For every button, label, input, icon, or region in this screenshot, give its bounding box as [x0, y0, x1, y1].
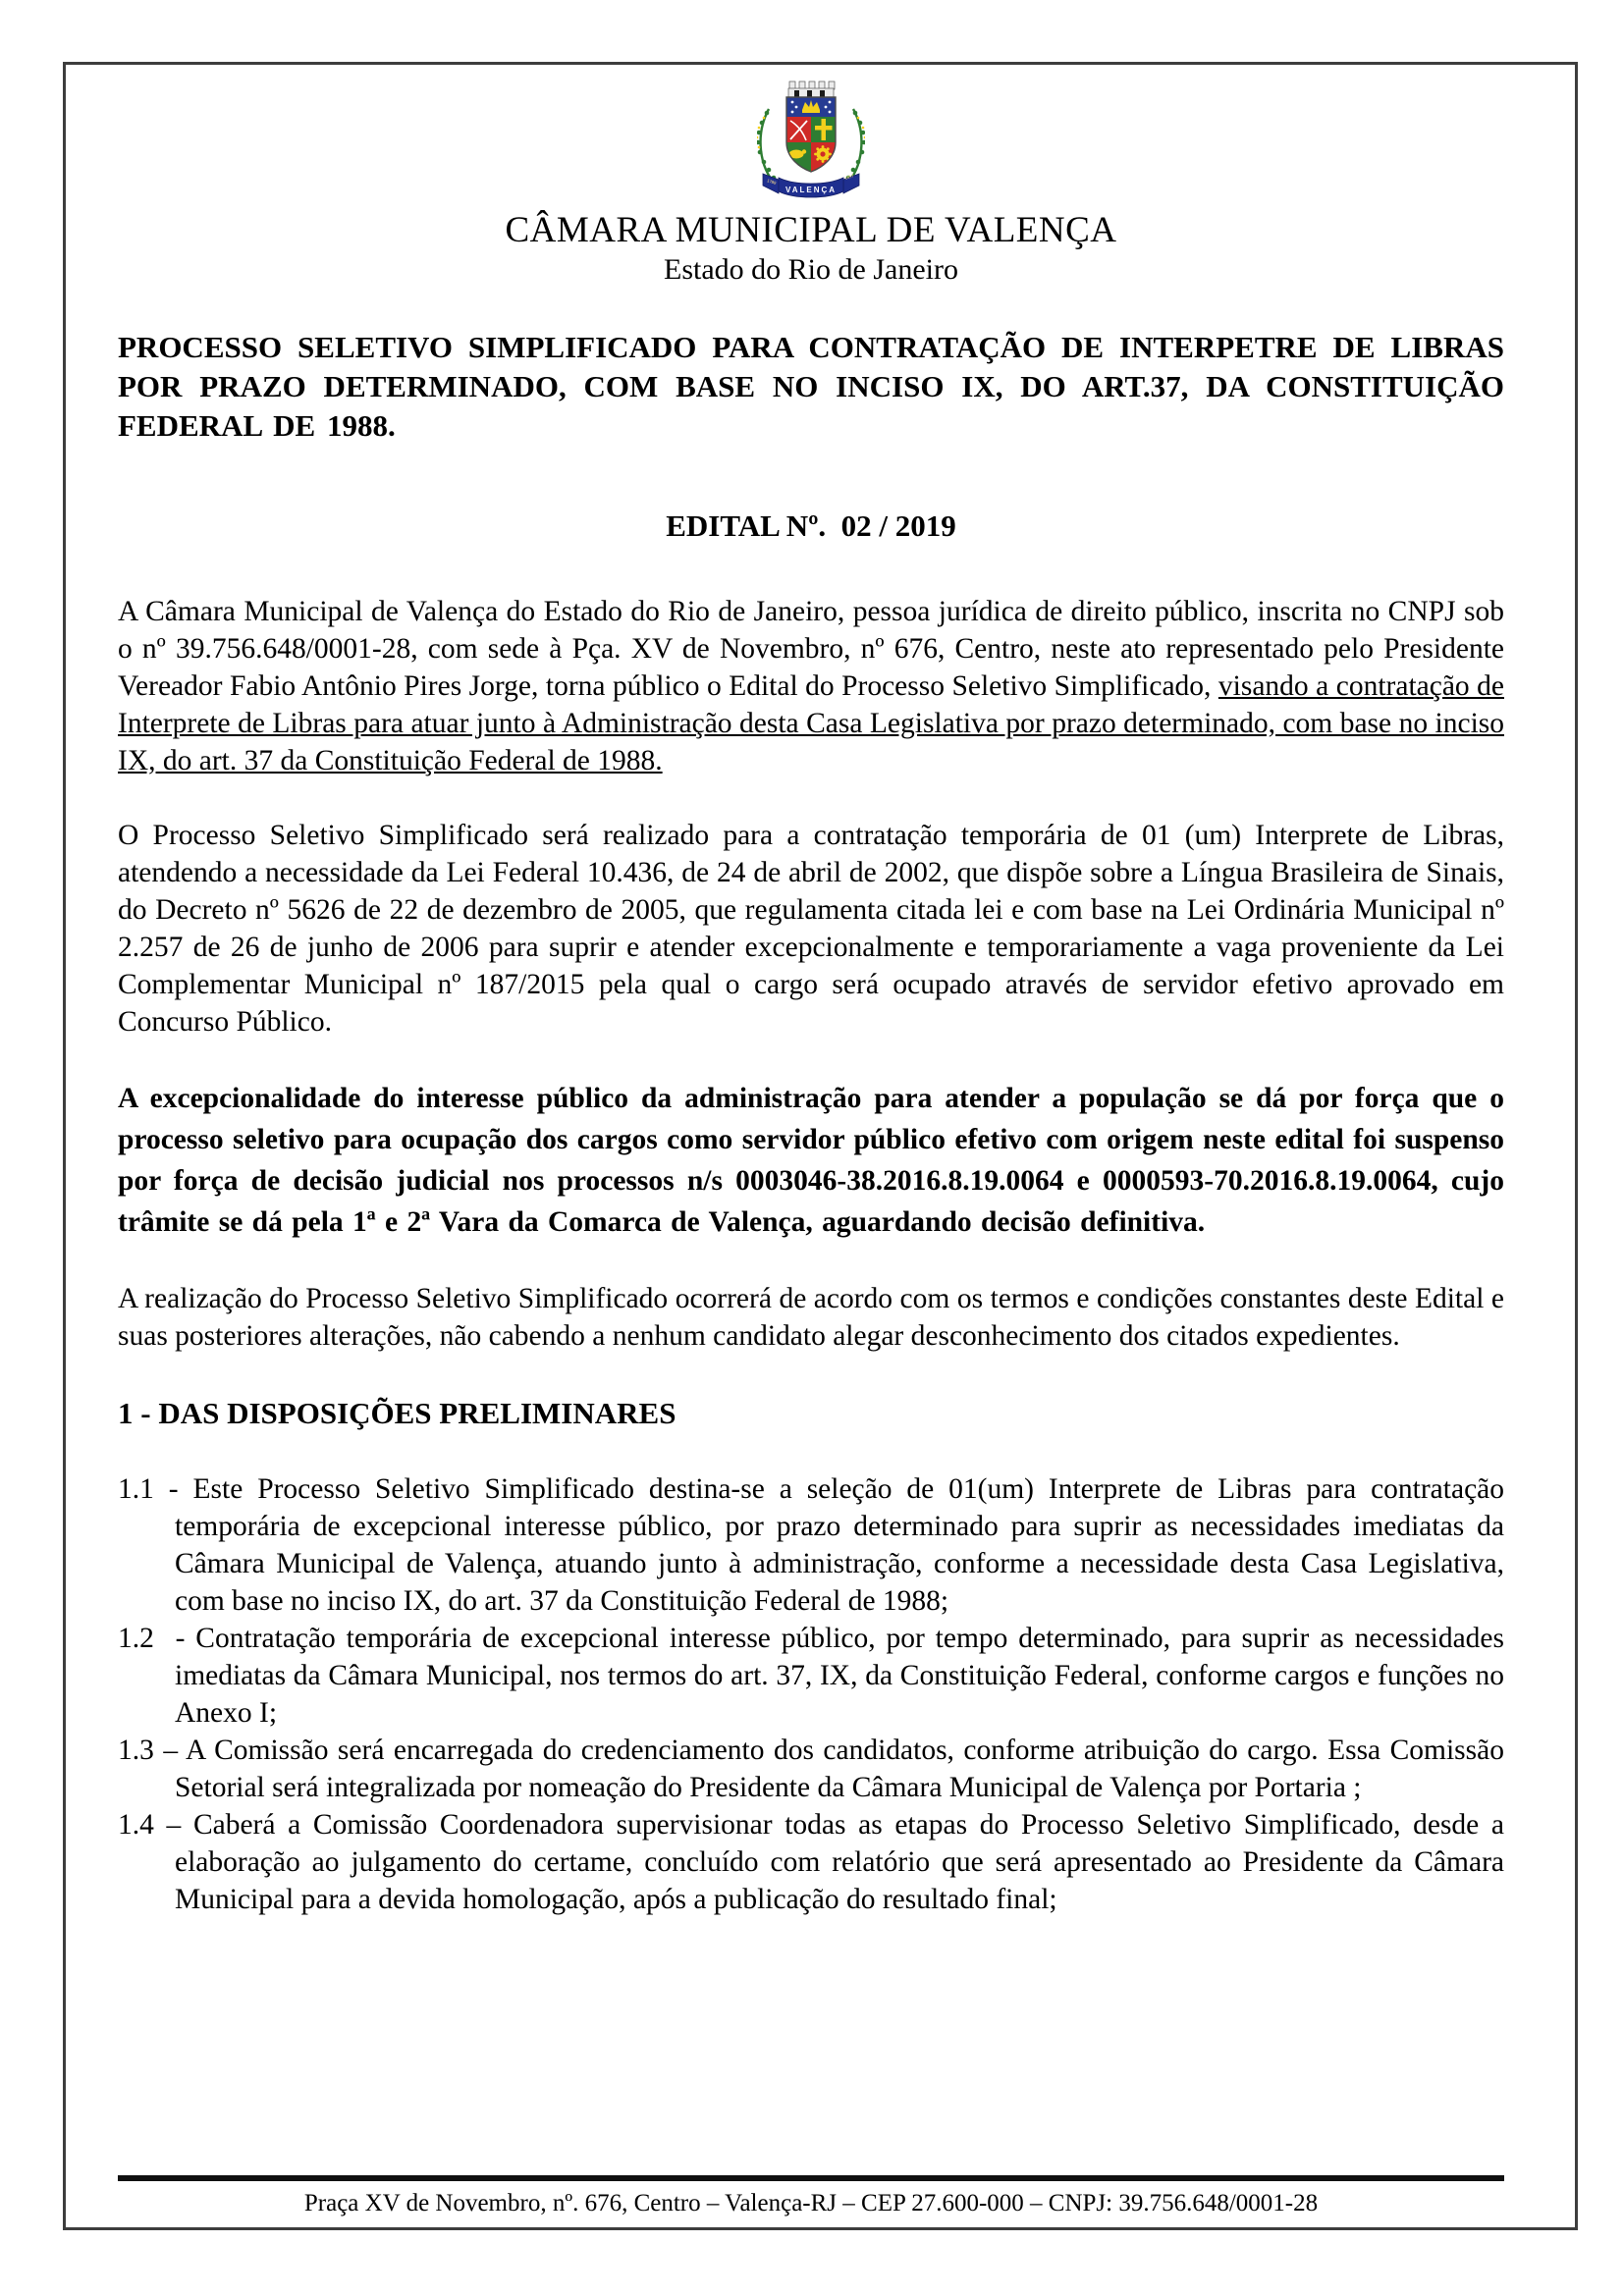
- title-paragraph: PROCESSO SELETIVO SIMPLIFICADO PARA CONTRATAÇÃO DE INTERPETRE DE LIBRAS POR PRAZO DETERMINADO, COM BASE NO INCISO IX, DO ART.37, DA CONSTITUIÇÃO FEDERAL DE 1988.: [118, 330, 1504, 443]
- item-number: 1.2 -: [118, 1623, 186, 1654]
- list-item-1-4: [118, 1806, 1504, 1918]
- item-text: Caberá a Comissão Coordenadora supervisionar todas as etapas do Processo Seletivo Simplificado, desde a elaboração ao julgamento do certame, concluído com relatório que será apresentado ao Presidente da Câmara Municipal para a devida homologação, após a publicação do resultado final;: [175, 1809, 1505, 1915]
- section-1-items: [118, 1470, 1504, 1918]
- item-text: Contratação temporária de excepcional interesse público, por tempo determinado, para suprir as necessidades imediatas da Câmara Municipal, nos termos do art. 37, IX, da Constituição Federal, conforme cargos e funções no Anexo I;: [175, 1623, 1504, 1729]
- preamble-normal-text: A Câmara Municipal de Valença do Estado do Rio de Janeiro, pessoa jurídica de direito público, inscrita no CNPJ sob o nº 39.756.648/0001-28, com sede à Pça. XV de Novembro, nº 676, Centro, neste ato representado pelo Presidente Vereador Fabio Antônio Pires Jorge, torna público o Edital do Processo Seletivo Simplificado,: [118, 596, 1504, 702]
- page-footer: [118, 2175, 1504, 2217]
- document-content: [66, 65, 1575, 1918]
- list-item-1-2: [118, 1620, 1504, 1732]
- crest-year-right: 1857: [843, 173, 855, 181]
- crest-branch-left: [757, 109, 777, 186]
- org-name: CÂMARA MUNICIPAL DE VALENÇA: [505, 210, 1117, 250]
- item-text: Este Processo Seletivo Simplificado destina-se a seleção de 01(um) Interprete de Libras para contratação temporária de excepcional interesse público, por prazo determinado para suprir as necessidades imediatas da Câmara Municipal de Valença, atuando junto à administração, conforme a necessidade desta Casa Legislativa, com base no inciso IX, do art. 37 da Constituição Federal de 1988;: [175, 1473, 1505, 1617]
- item-text: A Comissão será encarregada do credenciamento dos candidatos, conforme atribuição do cargo. Essa Comissão Setorial será integralizada por nomeação do Presidente da Câmara Municipal de Valença por Portaria ;: [175, 1735, 1504, 1803]
- crest-mural-crown: [788, 81, 835, 97]
- page-border: [63, 62, 1578, 2230]
- footer-address: Praça XV de Novembro, nº. 676, Centro – Valença-RJ – CEP 27.600-000 – CNPJ: 39.756.648/0001-28: [303, 2190, 1319, 2216]
- paragraph-object: O Processo Seletivo Simplificado será realizado para a contratação temporária de 01 (um) Interprete de Libras, atendendo a necessidade da Lei Federal 10.436, de 24 de abril de 2002, que dispõe sobre a Língua Brasileira de Sinais, do Decreto nº 5626 de 22 de dezembro de 2005, que regulamenta citada lei e com base na Lei Ordinária Municipal nº 2.257 de 26 de junho de 2006 para suprir e atender excepcionalmente e temporariamente a vaga proveniente da Lei Complementar Municipal nº 187/2015 pela qual o cargo será ocupado através de servidor efetivo aprovado em Concurso Público.: [118, 820, 1504, 1038]
- edital-number: EDITAL Nº. 02 / 2019: [666, 508, 956, 543]
- list-item-1-1: [118, 1470, 1504, 1620]
- item-number: 1.3 –: [118, 1735, 179, 1766]
- item-number: 1.4 –: [118, 1809, 182, 1841]
- paragraph-preamble: [118, 593, 1504, 779]
- section-1-heading: 1 - DAS DISPOSIÇÕES PRELIMINARES: [118, 1396, 676, 1430]
- footer-rule: [118, 2175, 1504, 2181]
- crest-container: [118, 74, 1504, 203]
- item-number: 1.1 -: [118, 1473, 179, 1505]
- crest-banner: [763, 173, 859, 197]
- preamble-underlined-text: visando a contratação de Interprete de Libras para atuar junto à Administração desta Casa Legislativa por prazo determinado, com base no inciso IX, do art. 37 da Constituição Federal de 1988.: [118, 670, 1504, 776]
- coat-of-arms-icon: [757, 74, 865, 203]
- org-state: Estado do Rio de Janeiro: [664, 253, 958, 286]
- paragraph-terms: A realização do Processo Seletivo Simplificado ocorrerá de acordo com os termos e condições constantes deste Edital e suas posteriores alterações, não cabendo a nenhum candidato alegar desconhecimento dos citados expedientes.: [118, 1283, 1504, 1352]
- paragraph-exceptionality: A excepcionalidade do interesse público da administração para atender a população se dá por força que o processo seletivo para ocupação dos cargos como servidor público efetivo com origem neste edital foi suspenso por força de decisão judicial nos processos n/s 0003046-38.2016.8.19.0064 e 0000593-70.2016.8.19.0064, cujo trâmite se dá pela 1ª e 2ª Vara da Comarca de Valença, aguardando decisão definitiva.: [118, 1083, 1504, 1238]
- crest-shield: [786, 97, 836, 172]
- list-item-1-3: [118, 1732, 1504, 1806]
- crest-banner-text: VALENÇA: [784, 186, 838, 194]
- crest-year-left: 1789: [766, 178, 778, 186]
